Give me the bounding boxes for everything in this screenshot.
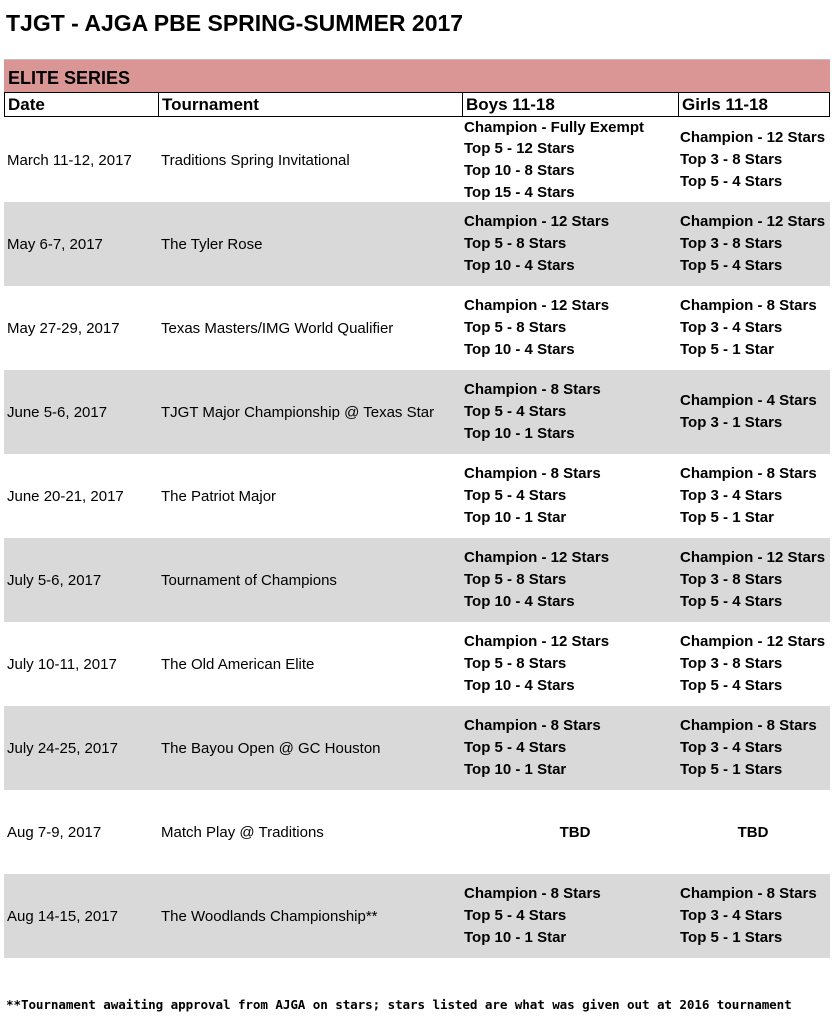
girls-stars-cell (680, 118, 830, 202)
date-cell: June 5-6, 2017 (7, 403, 108, 421)
boys-stars-cell (464, 706, 678, 790)
boys-award: Top 10 - 4 Stars (464, 340, 575, 358)
boys-award: Top 10 - 4 Stars (464, 676, 575, 694)
boys-tbd: TBD (559, 823, 591, 841)
girls-tbd: TBD (737, 823, 769, 841)
girls-award: Champion - 12 Stars (680, 129, 826, 147)
table-row (4, 706, 830, 790)
girls-award: Top 3 - 8 Stars (680, 235, 783, 253)
boys-award: Champion - 12 Stars (464, 633, 610, 651)
girls-award: Champion - 8 Stars (680, 297, 817, 315)
girls-stars-cell (680, 790, 830, 874)
boys-award: Champion - Fully Exempt (464, 118, 645, 136)
date-cell: July 24-25, 2017 (7, 739, 118, 757)
tournament-cell: The Old American Elite (161, 655, 315, 673)
boys-stars-cell (464, 118, 678, 202)
girls-award: Top 5 - 1 Star (680, 508, 774, 526)
date-cell: May 6-7, 2017 (7, 235, 103, 253)
schedule-table-body (4, 118, 830, 958)
date-cell: March 11-12, 2017 (7, 151, 132, 169)
date-cell: July 10-11, 2017 (7, 655, 117, 673)
girls-award: Top 3 - 4 Stars (680, 487, 783, 505)
girls-award: Top 5 - 4 Stars (680, 256, 783, 274)
boys-stars-cell (464, 454, 678, 538)
boys-award: Top 10 - 4 Stars (464, 592, 575, 610)
table-header (4, 92, 830, 117)
tournament-cell: Match Play @ Traditions (161, 823, 324, 841)
girls-award: Top 3 - 8 Stars (680, 571, 783, 589)
table-row (4, 538, 830, 622)
tournament-cell: The Tyler Rose (161, 235, 263, 253)
boys-award: Top 10 - 1 Star (464, 760, 567, 778)
table-row (4, 454, 830, 538)
series-banner (4, 59, 830, 92)
boys-award: Top 5 - 12 Stars (464, 140, 575, 158)
girls-award: Top 5 - 4 Stars (680, 676, 783, 694)
boys-stars-cell (464, 286, 678, 370)
girls-stars-cell (680, 622, 830, 706)
boys-award: Champion - 8 Stars (464, 381, 601, 399)
girls-stars-cell (680, 706, 830, 790)
girls-award: Champion - 12 Stars (680, 633, 826, 651)
girls-award: Top 5 - 4 Stars (680, 592, 783, 610)
boys-award: Champion - 8 Stars (464, 717, 601, 735)
girls-stars-cell (680, 538, 830, 622)
table-row (4, 370, 830, 454)
table-row (4, 118, 830, 202)
girls-award: Champion - 12 Stars (680, 213, 826, 231)
footnote: **Tournament awaiting approval from AJGA on stars; stars listed are what was given out at 2016 tournament (6, 997, 792, 1012)
tournament-cell: The Woodlands Championship** (161, 907, 378, 925)
boys-award: Top 10 - 4 Stars (464, 256, 575, 274)
girls-stars-cell (680, 202, 830, 286)
boys-award: Top 5 - 4 Stars (464, 739, 567, 757)
tournament-cell: Tournament of Champions (161, 571, 337, 589)
date-cell: Aug 14-15, 2017 (7, 907, 118, 925)
tournament-cell: Texas Masters/IMG World Qualifier (161, 319, 394, 337)
boys-award: Champion - 8 Stars (464, 885, 601, 903)
header-boys: Boys 11-18 (463, 93, 679, 116)
boys-award: Top 5 - 8 Stars (464, 319, 567, 337)
girls-award: Top 3 - 4 Stars (680, 319, 783, 337)
girls-award: Top 5 - 1 Star (680, 340, 774, 358)
table-row (4, 286, 830, 370)
boys-stars-cell (464, 622, 678, 706)
boys-award: Champion - 8 Stars (464, 465, 601, 483)
boys-stars-cell (464, 538, 678, 622)
table-row (4, 622, 830, 706)
girls-award: Champion - 8 Stars (680, 465, 817, 483)
girls-award: Champion - 4 Stars (680, 392, 817, 410)
girls-stars-cell (680, 370, 830, 454)
boys-stars-cell (464, 790, 678, 874)
boys-award: Top 10 - 1 Star (464, 508, 567, 526)
date-cell: June 20-21, 2017 (7, 487, 124, 505)
girls-stars-cell (680, 286, 830, 370)
boys-award: Top 5 - 4 Stars (464, 487, 567, 505)
boys-award: Champion - 12 Stars (464, 549, 610, 567)
girls-award: Top 3 - 4 Stars (680, 907, 783, 925)
boys-stars-cell (464, 370, 678, 454)
girls-award: Top 5 - 1 Stars (680, 760, 783, 778)
boys-award: Top 10 - 1 Stars (464, 424, 575, 442)
girls-award: Top 5 - 1 Stars (680, 928, 783, 946)
boys-stars-cell (464, 202, 678, 286)
table-row (4, 874, 830, 958)
girls-award: Champion - 12 Stars (680, 549, 826, 567)
tournament-cell: The Patriot Major (161, 487, 277, 505)
series-label: ELITE SERIES (8, 68, 131, 88)
tournament-cell: Traditions Spring Invitational (161, 151, 350, 169)
tournament-cell: TJGT Major Championship @ Texas Star (161, 403, 435, 421)
girls-award: Top 3 - 8 Stars (680, 655, 783, 673)
girls-stars-cell (680, 454, 830, 538)
girls-award: Top 3 - 1 Stars (680, 414, 783, 431)
date-cell: July 5-6, 2017 (7, 571, 102, 589)
boys-award: Top 15 - 4 Stars (464, 183, 575, 201)
header-tournament: Tournament (159, 93, 463, 116)
header-date: Date (5, 93, 159, 116)
girls-award: Top 5 - 4 Stars (680, 172, 783, 190)
boys-award: Top 5 - 8 Stars (464, 235, 567, 253)
page-title: TJGT - AJGA PBE SPRING-SUMMER 2017 (6, 10, 464, 36)
girls-award: Champion - 8 Stars (680, 885, 817, 903)
table-row (4, 202, 830, 286)
boys-award: Champion - 12 Stars (464, 297, 610, 315)
boys-award: Top 5 - 8 Stars (464, 571, 567, 589)
boys-award: Top 10 - 8 Stars (464, 162, 575, 179)
date-cell: May 27-29, 2017 (7, 319, 120, 337)
boys-award: Top 10 - 1 Star (464, 928, 567, 946)
girls-award: Top 3 - 8 Stars (680, 151, 783, 169)
girls-stars-cell (680, 874, 830, 958)
table-row (4, 790, 830, 874)
header-girls: Girls 11-18 (682, 95, 769, 114)
boys-stars-cell (464, 874, 678, 958)
boys-award: Top 5 - 8 Stars (464, 655, 567, 673)
boys-award: Champion - 12 Stars (464, 213, 610, 231)
date-cell: Aug 7-9, 2017 (7, 823, 102, 841)
boys-award: Top 5 - 4 Stars (464, 907, 567, 925)
girls-award: Top 3 - 4 Stars (680, 739, 783, 757)
boys-award: Top 5 - 4 Stars (464, 403, 567, 421)
tournament-cell: The Bayou Open @ GC Houston (161, 739, 381, 757)
girls-award: Champion - 8 Stars (680, 717, 817, 735)
